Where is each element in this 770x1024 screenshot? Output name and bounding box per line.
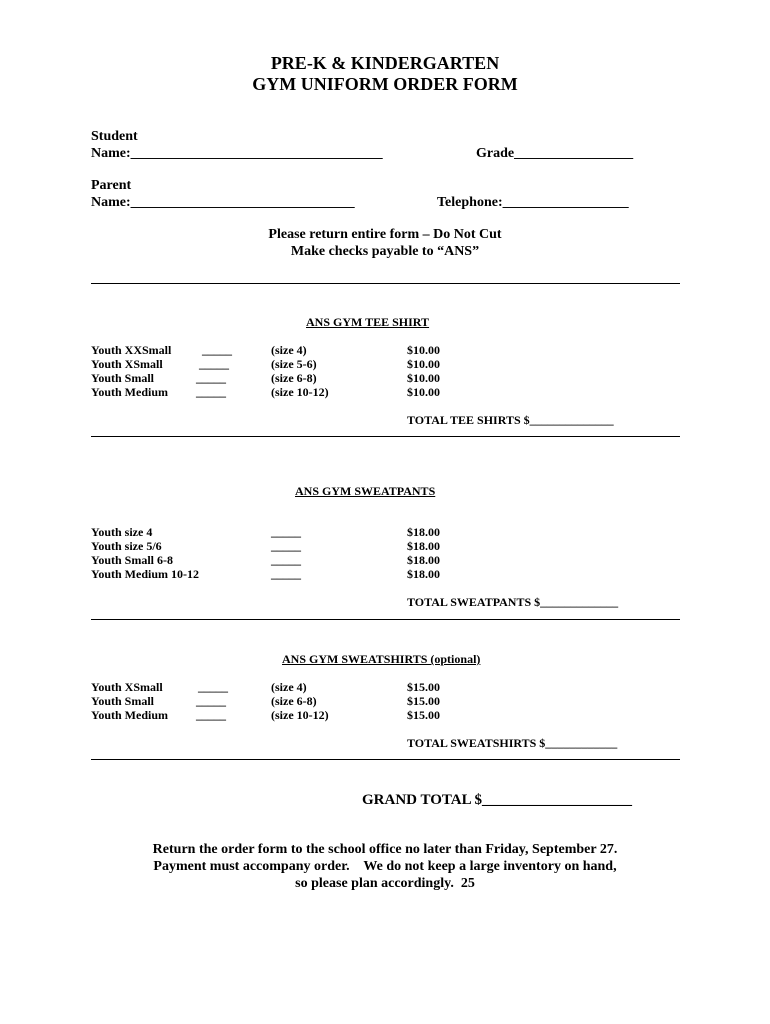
sweatpants-quantity-blank[interactable]: _____ — [271, 567, 301, 581]
sweatpants-heading: ANS GYM SWEATPANTS — [295, 484, 436, 498]
tee-quantity-blank[interactable]: _____ — [196, 371, 226, 385]
divider — [91, 283, 680, 284]
sweatshirts-total-field[interactable]: TOTAL SWEATSHIRTS $____________ — [407, 736, 618, 750]
parent-label: Parent — [91, 178, 132, 193]
tee-quantity-blank[interactable]: _____ — [196, 385, 226, 399]
instructions-line-1: Please return entire form – Do Not Cut — [268, 227, 502, 242]
sweatshirt-item-name: Youth Small — [91, 694, 155, 708]
sweatpants-item-price: $18.00 — [407, 525, 440, 539]
sweatpants-quantity-blank[interactable]: _____ — [271, 539, 301, 553]
divider — [91, 436, 680, 437]
form-title-line-2: GYM UNIFORM ORDER FORM — [252, 74, 518, 94]
tee-item-price: $10.00 — [407, 343, 440, 357]
sweatshirt-item-size: (size 10-12) — [271, 708, 329, 722]
tee-item-price: $10.00 — [407, 357, 440, 371]
footer-line-3: so please plan accordingly. 25 — [295, 876, 475, 891]
grade-field[interactable]: Grade_________________ — [476, 146, 634, 161]
tee-item-size: (size 10-12) — [271, 385, 329, 399]
sweatshirt-quantity-blank[interactable]: _____ — [198, 680, 228, 694]
tee-item-size: (size 6-8) — [271, 371, 317, 385]
tee-total-field[interactable]: TOTAL TEE SHIRTS $______________ — [407, 413, 614, 427]
student-label: Student — [91, 129, 138, 144]
sweatshirt-item-size: (size 6-8) — [271, 694, 317, 708]
divider — [91, 619, 680, 620]
sweatshirt-item-name: Youth XSmall — [91, 680, 163, 694]
sweatshirt-item-size: (size 4) — [271, 680, 307, 694]
sweatpants-item-price: $18.00 — [407, 553, 440, 567]
tee-shirt-heading: ANS GYM TEE SHIRT — [306, 315, 430, 329]
tee-item-name: Youth XXSmall — [91, 343, 172, 357]
tee-item-price: $10.00 — [407, 371, 440, 385]
sweatshirt-quantity-blank[interactable]: _____ — [196, 694, 226, 708]
sweatshirt-item-price: $15.00 — [407, 680, 440, 694]
sweatshirt-quantity-blank[interactable]: _____ — [196, 708, 226, 722]
sweatpants-quantity-blank[interactable]: _____ — [271, 553, 301, 567]
sweatpants-total-field[interactable]: TOTAL SWEATPANTS $_____________ — [407, 595, 619, 609]
footer-line-2: Payment must accompany order. We do not keep a large inventory on hand, — [153, 859, 617, 874]
tee-item-name: Youth XSmall — [91, 357, 163, 371]
sweatpants-item-name: Youth Medium 10-12 — [91, 567, 200, 581]
student-name-field[interactable]: Name:____________________________________ — [91, 146, 383, 161]
sweatshirt-item-price: $15.00 — [407, 708, 440, 722]
footer-line-1: Return the order form to the school office no later than Friday, September 27. — [152, 842, 618, 857]
sweatshirts-heading: ANS GYM SWEATSHIRTS (optional) — [282, 652, 481, 666]
sweatshirt-item-price: $15.00 — [407, 694, 440, 708]
tee-item-size: (size 4) — [271, 343, 307, 357]
sweatshirt-item-name: Youth Medium — [91, 708, 169, 722]
telephone-field[interactable]: Telephone:__________________ — [437, 195, 629, 210]
sweatpants-item-name: Youth size 4 — [91, 525, 153, 539]
grand-total-field[interactable]: GRAND TOTAL $____________________ — [362, 792, 633, 808]
parent-name-field[interactable]: Name:________________________________ — [91, 195, 355, 210]
sweatpants-quantity-blank[interactable]: _____ — [271, 525, 301, 539]
sweatpants-item-name: Youth Small 6-8 — [91, 553, 174, 567]
sweatpants-item-name: Youth size 5/6 — [91, 539, 162, 553]
instructions-line-2: Make checks payable to “ANS” — [290, 244, 480, 259]
tee-item-name: Youth Small — [91, 371, 155, 385]
tee-item-name: Youth Medium — [91, 385, 169, 399]
tee-item-size: (size 5-6) — [271, 357, 317, 371]
sweatpants-item-price: $18.00 — [407, 539, 440, 553]
tee-quantity-blank[interactable]: _____ — [199, 357, 229, 371]
divider — [91, 759, 680, 760]
tee-quantity-blank[interactable]: _____ — [202, 343, 232, 357]
sweatpants-item-price: $18.00 — [407, 567, 440, 581]
form-title-line-1: PRE-K & KINDERGARTEN — [270, 53, 500, 73]
tee-item-price: $10.00 — [407, 385, 440, 399]
